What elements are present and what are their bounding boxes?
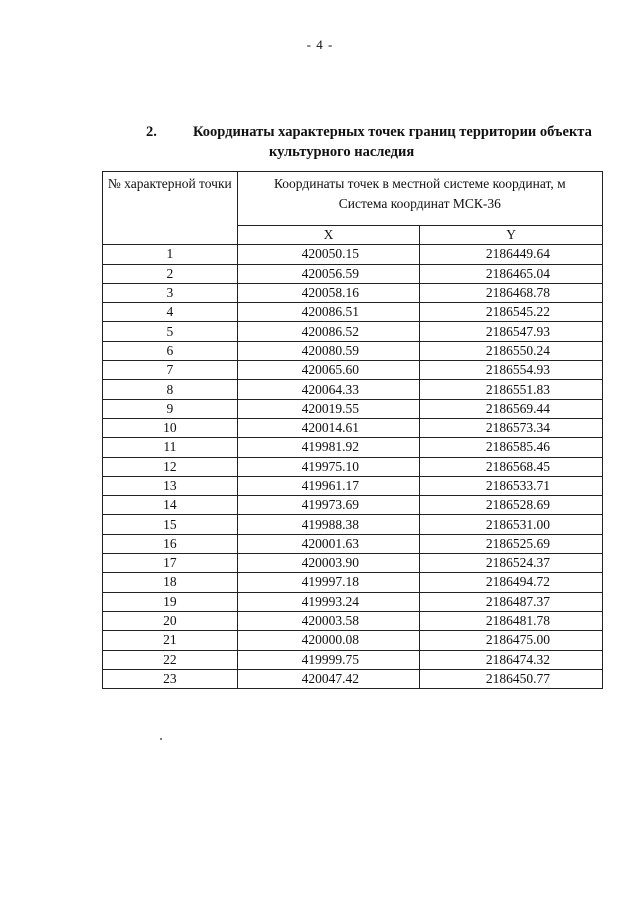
y-coordinate-cell: 2186585.46 — [420, 438, 603, 457]
point-number-cell: 1 — [103, 245, 238, 264]
table-row — [103, 496, 603, 515]
page-number: - 4 - — [306, 37, 334, 52]
x-coordinate-cell: 419973.69 — [237, 496, 420, 515]
table-row — [103, 592, 603, 611]
y-coordinate-cell: 2186525.69 — [420, 534, 603, 553]
table-row — [103, 264, 603, 283]
x-coordinate-cell: 419999.75 — [237, 650, 420, 669]
table-row — [103, 476, 603, 495]
x-coordinate-cell: 420065.60 — [237, 361, 420, 380]
table-row — [103, 399, 603, 418]
header-coordinates — [237, 172, 602, 226]
x-coordinate-cell: 419993.24 — [237, 592, 420, 611]
x-coordinate-cell: 419975.10 — [237, 457, 420, 476]
point-number-cell: 20 — [103, 611, 238, 630]
point-number-cell: 16 — [103, 534, 238, 553]
point-number-cell: 9 — [103, 399, 238, 418]
table-row — [103, 554, 603, 573]
y-coordinate-cell: 2186481.78 — [420, 611, 603, 630]
x-coordinate-cell: 420000.08 — [237, 631, 420, 650]
table-row — [103, 322, 603, 341]
header-coordinates-line2: Система координат МСК-36 — [338, 196, 501, 211]
x-coordinate-cell: 420003.58 — [237, 611, 420, 630]
point-number-cell: 15 — [103, 515, 238, 534]
x-coordinate-cell: 420086.52 — [237, 322, 420, 341]
point-number-cell: 22 — [103, 650, 238, 669]
x-coordinate-cell: 419988.38 — [237, 515, 420, 534]
point-number-cell: 19 — [103, 592, 238, 611]
point-number-cell: 3 — [103, 283, 238, 302]
point-number-cell: 11 — [103, 438, 238, 457]
table-row — [103, 303, 603, 322]
section-number: 2. — [146, 124, 157, 140]
x-coordinate-cell: 419981.92 — [237, 438, 420, 457]
y-coordinate-cell: 2186573.34 — [420, 418, 603, 437]
x-coordinate-cell: 420003.90 — [237, 554, 420, 573]
y-coordinate-cell: 2186550.24 — [420, 341, 603, 360]
x-coordinate-cell: 420014.61 — [237, 418, 420, 437]
point-number-cell: 8 — [103, 380, 238, 399]
x-coordinate-cell: 420064.33 — [237, 380, 420, 399]
y-coordinate-cell: 2186568.45 — [420, 457, 603, 476]
header-x: X — [237, 226, 420, 245]
point-number-cell: 5 — [103, 322, 238, 341]
header-y: Y — [420, 226, 603, 245]
coordinates-table — [102, 171, 603, 689]
table-row — [103, 341, 603, 360]
table-row — [103, 650, 603, 669]
table-row — [103, 380, 603, 399]
section-title-line1: Координаты характерных точек границ территории объекта — [193, 124, 592, 140]
x-coordinate-cell: 420080.59 — [237, 341, 420, 360]
y-coordinate-cell: 2186528.69 — [420, 496, 603, 515]
point-number-cell: 17 — [103, 554, 238, 573]
scan-speck — [160, 738, 162, 740]
table-body — [103, 245, 603, 689]
y-coordinate-cell: 2186524.37 — [420, 554, 603, 573]
table-row — [103, 515, 603, 534]
x-coordinate-cell: 420001.63 — [237, 534, 420, 553]
table-row — [103, 611, 603, 630]
y-coordinate-cell: 2186487.37 — [420, 592, 603, 611]
point-number-cell: 23 — [103, 669, 238, 688]
header-coordinates-line1: Координаты точек в местной системе координат, м — [273, 176, 566, 191]
table-row — [103, 361, 603, 380]
x-coordinate-cell: 419997.18 — [237, 573, 420, 592]
table-row — [103, 438, 603, 457]
y-coordinate-cell: 2186554.93 — [420, 361, 603, 380]
y-coordinate-cell: 2186474.32 — [420, 650, 603, 669]
x-coordinate-cell: 420058.16 — [237, 283, 420, 302]
point-number-cell: 12 — [103, 457, 238, 476]
y-coordinate-cell: 2186533.71 — [420, 476, 603, 495]
y-coordinate-cell: 2186547.93 — [420, 322, 603, 341]
header-point-number: № характерной точки — [103, 172, 238, 245]
point-number-cell: 4 — [103, 303, 238, 322]
point-number-cell: 6 — [103, 341, 238, 360]
y-coordinate-cell: 2186551.83 — [420, 380, 603, 399]
table-row — [103, 534, 603, 553]
table-row — [103, 418, 603, 437]
y-coordinate-cell: 2186545.22 — [420, 303, 603, 322]
table-row — [103, 457, 603, 476]
y-coordinate-cell: 2186494.72 — [420, 573, 603, 592]
table-row — [103, 631, 603, 650]
x-coordinate-cell: 419961.17 — [237, 476, 420, 495]
point-number-cell: 21 — [103, 631, 238, 650]
table-row — [103, 245, 603, 264]
point-number-cell: 2 — [103, 264, 238, 283]
y-coordinate-cell: 2186450.77 — [420, 669, 603, 688]
point-number-cell: 18 — [103, 573, 238, 592]
y-coordinate-cell: 2186449.64 — [420, 245, 603, 264]
table-row — [103, 669, 603, 688]
table-row — [103, 283, 603, 302]
x-coordinate-cell: 420019.55 — [237, 399, 420, 418]
y-coordinate-cell: 2186569.44 — [420, 399, 603, 418]
x-coordinate-cell: 420047.42 — [237, 669, 420, 688]
x-coordinate-cell: 420086.51 — [237, 303, 420, 322]
y-coordinate-cell: 2186468.78 — [420, 283, 603, 302]
point-number-cell: 14 — [103, 496, 238, 515]
point-number-cell: 13 — [103, 476, 238, 495]
x-coordinate-cell: 420056.59 — [237, 264, 420, 283]
table-row — [103, 573, 603, 592]
x-coordinate-cell: 420050.15 — [237, 245, 420, 264]
y-coordinate-cell: 2186531.00 — [420, 515, 603, 534]
y-coordinate-cell: 2186465.04 — [420, 264, 603, 283]
point-number-cell: 10 — [103, 418, 238, 437]
point-number-cell: 7 — [103, 361, 238, 380]
table-header-row — [103, 172, 603, 226]
section-title-line2: культурного наследия — [269, 144, 415, 160]
y-coordinate-cell: 2186475.00 — [420, 631, 603, 650]
